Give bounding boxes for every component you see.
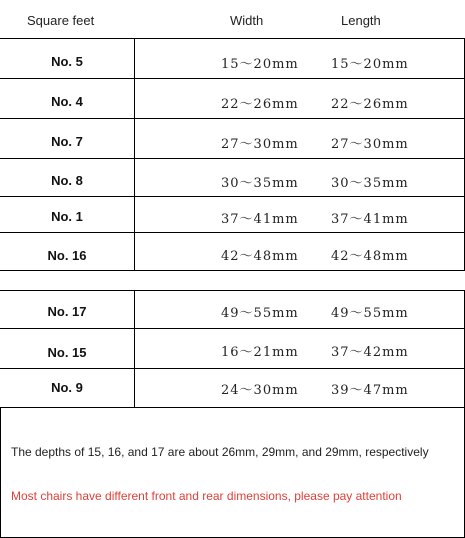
row-label: No. 4 [51,94,83,109]
row-length: 22～26mm [331,97,409,112]
table-row [0,39,465,79]
table-row [0,119,465,159]
row-width: 15～20mm [221,57,299,72]
table-row [0,79,465,119]
row-width: 49～55mm [221,306,299,321]
size-table-top [0,38,465,271]
warning-note: Most chairs have different front and rear dimensions, please pay attention [11,489,402,503]
table-row [0,369,465,408]
row-label: No. 7 [51,134,83,149]
row-length: 30～35mm [331,176,409,191]
header-width: Width [230,13,264,28]
row-label: No. 15 [47,345,87,360]
table-row [0,159,465,197]
header-length: Length [341,13,381,28]
row-length: 27～30mm [331,137,409,152]
row-label: No. 8 [51,173,83,188]
table-row [0,329,465,369]
row-length: 42～48mm [331,249,409,264]
row-width: 30～35mm [221,176,299,191]
row-label: No. 5 [51,54,83,69]
row-label: No. 17 [47,304,87,319]
header-square-feet: Square feet [27,13,95,28]
table-row [0,197,465,233]
row-width: 37～41mm [221,212,299,227]
row-label: No. 1 [51,209,83,224]
size-table-bottom [0,290,465,408]
row-length: 39～47mm [331,383,409,398]
row-width: 27～30mm [221,137,299,152]
table-row [0,291,465,329]
row-width: 16～21mm [221,345,299,360]
row-width: 22～26mm [221,97,299,112]
row-width: 42～48mm [221,249,299,264]
row-length: 37～42mm [331,345,409,360]
depth-note: The depths of 15, 16, and 17 are about 26mm, 29mm, and 29mm, respectively [11,445,429,459]
row-length: 37～41mm [331,212,409,227]
row-length: 15～20mm [331,57,409,72]
row-width: 24～30mm [221,383,299,398]
table-row [0,233,465,271]
notes-panel [0,407,465,538]
row-label: No. 9 [51,380,83,395]
row-label: No. 16 [47,248,87,263]
row-length: 49～55mm [331,306,409,321]
